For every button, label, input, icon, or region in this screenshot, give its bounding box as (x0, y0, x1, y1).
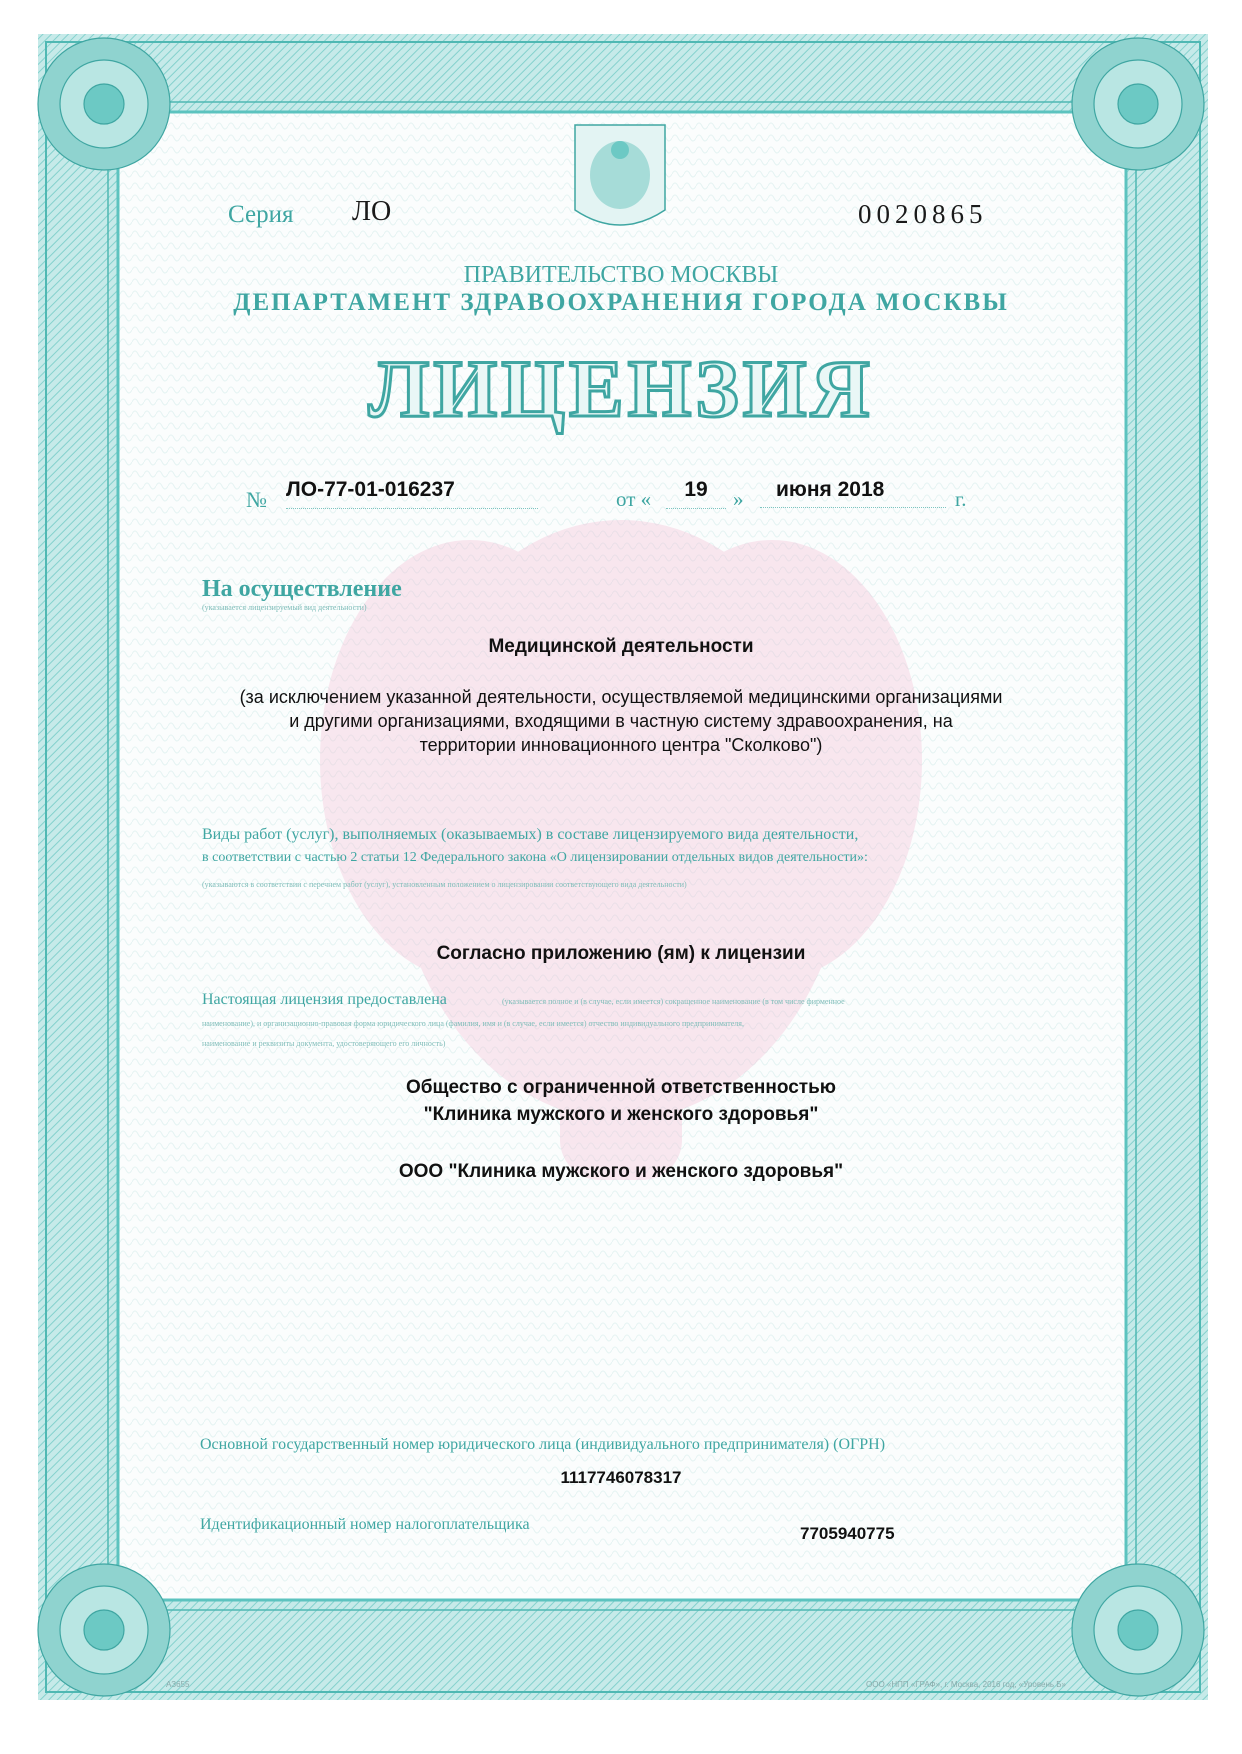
issuer-line-1: ПРАВИТЕЛЬСТВО МОСКВЫ (463, 262, 779, 288)
series-label: Серия (228, 201, 294, 228)
printer-imprint: ООО «НПП «ГРАФ», г. Москва, 2016 год, «Уровень Б» (866, 1680, 1066, 1689)
works-value: Согласно приложению (ям) к лицензии (436, 943, 806, 964)
footer-code: АЗ655 (166, 1680, 190, 1689)
license-month-year: июня 2018 (760, 478, 946, 508)
activity-name: Медицинской деятельности (488, 636, 754, 657)
licensee-full-name (0, 1074, 1242, 1128)
coat-of-arms-icon (575, 125, 665, 225)
series-value: ЛО (352, 196, 392, 227)
works-line-1: Виды работ (услуг), выполняемых (оказываемых) в составе лицензируемого вида деятельности, (202, 826, 859, 843)
licensee-intro: Настоящая лицензия предоставлена (202, 991, 447, 1008)
inn-label: Идентификационный номер налогоплательщика (200, 1516, 530, 1533)
from-label: от « (616, 487, 652, 511)
licensee-full-name-line-2: "Клиника мужского и женского здоровья" (423, 1104, 819, 1125)
exclusion-line-2: и другими организациями, входящими в частную систему здравоохранения, на (289, 711, 953, 731)
licensee-full-name-line-1: Общество с ограниченной ответственностью (405, 1077, 837, 1098)
works-line-2: в соответствии с частью 2 статьи 12 Федерального закона «О лицензировании отдельных видов деятельности»: (202, 850, 868, 865)
inn-value: 7705940775 (800, 1524, 895, 1543)
activity-hint: (указывается лицензируемый вид деятельности) (202, 603, 367, 612)
works-hint: (указываются в соответствии с перечнем работ (услуг), установленным положением о лицензировании соответствующего вида деятельности) (202, 880, 687, 889)
license-number: ЛО-77-01-016237 (286, 478, 538, 509)
document-title: ЛИЦЕНЗИЯ (368, 343, 874, 434)
day-close: » (733, 487, 744, 511)
corner-rosette-tl (38, 38, 170, 170)
activity-heading: На осуществление (202, 576, 402, 602)
activity-exclusion (0, 685, 1242, 757)
exclusion-line-1: (за исключением указанной деятельности, осуществляемой медицинскими организациями (239, 687, 1003, 707)
licensee-hint-3: наименование и реквизиты документа, удостоверяющего его личность) (202, 1039, 446, 1048)
ogrn-value: 1117746078317 (560, 1468, 682, 1487)
licensee-short-name: ООО "Клиника мужского и женского здоровья" (398, 1161, 844, 1182)
form-number: 0020865 (858, 199, 988, 229)
ogrn-label: Основной государственный номер юридического лица (индивидуального предпринимателя) (ОГРН) (200, 1436, 886, 1453)
issuer-line-2: ДЕПАРТАМЕНТ ЗДРАВООХРАНЕНИЯ ГОРОДА МОСКВЫ (233, 289, 1009, 316)
licensee-hint-1: (указывается полное и (в случае, если имеется) сокращенное наименование (в том числе фирменное (502, 997, 845, 1006)
number-label: № (246, 487, 267, 512)
exclusion-line-3: территории инновационного центра "Сколково") (419, 735, 823, 755)
license-day: 19 (666, 478, 726, 509)
year-suffix: г. (955, 487, 967, 511)
licensee-hint-2: наименование), и организационно-правовая форма юридического лица (фамилия, имя и (в случае, если имеется) отчество индивидуального предпринимателя, (202, 1019, 744, 1028)
